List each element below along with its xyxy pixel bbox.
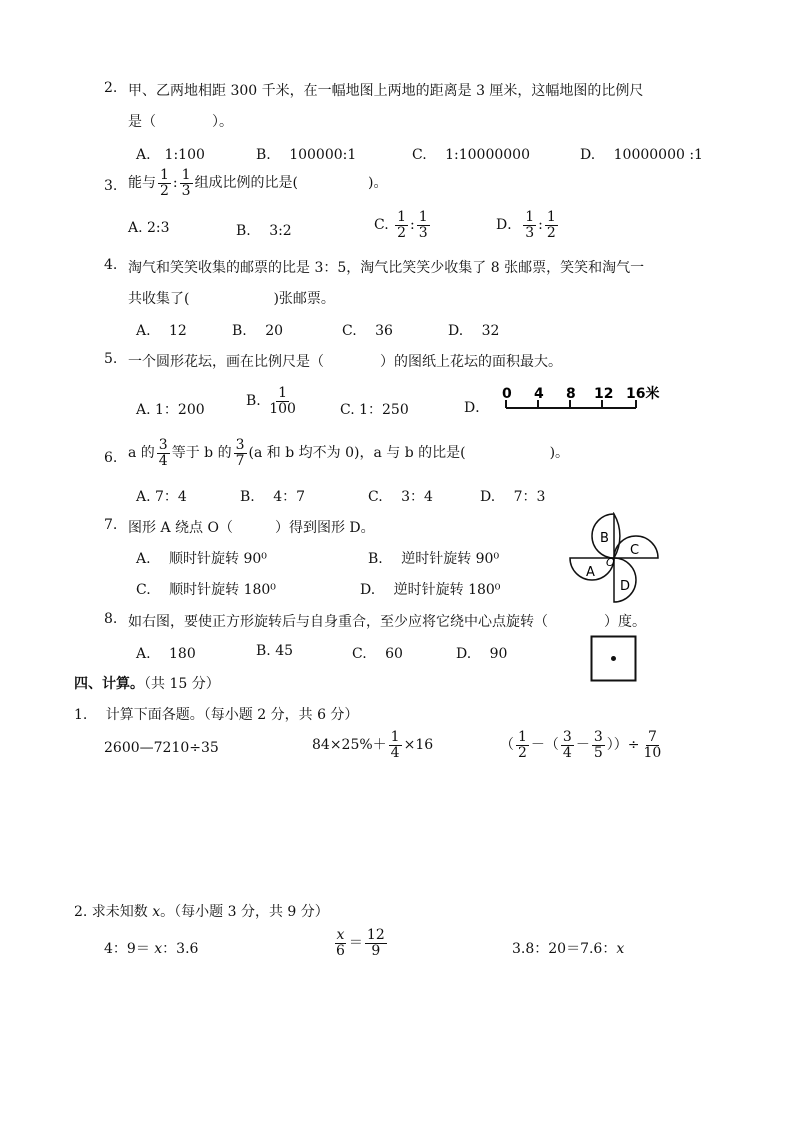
q7-number: 7. — [104, 517, 118, 533]
square-figure — [590, 635, 640, 685]
q6-option-a: A. 7：4 — [136, 489, 187, 505]
calc-1: 2600—7210÷35 — [104, 740, 219, 756]
label-o: O — [606, 556, 615, 569]
q2-option-b: B. 100000:1 — [256, 147, 357, 163]
q2-option-c: C. 1:10000000 — [412, 147, 530, 163]
q5-option-c: C. 1：250 — [340, 402, 409, 418]
q3-stem: 能与 $\frac{1}{2}$ : $\frac{1}{3}$ 组成比例的比是( )。 — [128, 167, 388, 199]
q5-option-b: B. $\frac{1}{100}$ — [246, 385, 296, 417]
q4-option-b: B. 20 — [232, 323, 284, 339]
q4-text-line1: 淘气和笑笑收集的邮票的比是 3：5，淘气比笑笑少收集了 8 张邮票，笑笑和淘气一 — [128, 260, 645, 276]
q6-option-d: D. 7：3 — [480, 489, 546, 505]
label-c: C — [630, 543, 640, 558]
equation-3: 3.8：20＝7.6：x — [512, 941, 625, 957]
label-b: B — [600, 531, 609, 546]
scale-label-8: 8 — [566, 386, 576, 402]
scale-label-4: 4 — [534, 386, 544, 402]
square-center-dot — [611, 656, 616, 661]
q4-option-d: D. 32 — [448, 323, 500, 339]
q2-option-d: D. 10000000 :1 — [580, 147, 703, 163]
q8-number: 8. — [104, 611, 118, 627]
section4-part1-title: 1. 计算下面各题。（每小题 2 分，共 6 分） — [74, 707, 359, 723]
section4-part2-title: 2. 求未知数 x。（每小题 3 分，共 9 分） — [74, 904, 329, 920]
q2-text-line1: 甲、乙两地相距 300 千米，在一幅地图上两地的距离是 3 厘米，这幅地图的比例尺 — [128, 83, 644, 99]
q8-option-a: A. 180 — [136, 646, 196, 662]
scale-label-16: 16米 — [626, 386, 660, 402]
q6-number: 6. — [104, 450, 118, 466]
q8-text-line1: 如右图，要使正方形旋转后与自身重合，至少应将它绕中心点旋转（ ）度。 — [128, 614, 646, 630]
q5-option-a: A. 1：200 — [136, 402, 205, 418]
equation-2: $\frac{x}{6}$ ＝ $\frac{12}{9}$ — [336, 927, 385, 959]
q2-option-a: A. 1:100 — [136, 147, 205, 163]
q3-option-a: A. 2:3 — [128, 220, 170, 236]
q8-option-b: B. 45 — [256, 643, 294, 659]
section4-title: 四、计算。（共 15 分） — [74, 676, 220, 692]
q7-option-a: A. 顺时针旋转 90⁰ — [136, 551, 267, 567]
q3-option-b: B. 3:2 — [236, 223, 292, 239]
q8-option-d: D. 90 — [456, 646, 508, 662]
calc-2: 84×25%＋ $\frac{1}{4}$ ×16 — [312, 729, 434, 761]
calc-3: （ $\frac{1}{2}$ －（ $\frac{3}{4}$ － $\frac{3}{5}$ ））÷ $\frac{7}{10}$ — [500, 729, 662, 761]
label-a: A — [586, 565, 595, 580]
q6-stem: a 的 $\frac{3}{4}$ 等于 b 的 $\frac{3}{7}$ (a 和 b 均不为 0)，a 与 b 的比是( )。 — [128, 437, 570, 469]
q7-option-b: B. 逆时针旋转 90⁰ — [368, 551, 500, 567]
q7-text-line1: 图形 A 绕点 O（ ）得到图形 D。 — [128, 520, 375, 536]
q4-option-c: C. 36 — [342, 323, 393, 339]
q8-option-c: C. 60 — [352, 646, 403, 662]
label-d: D — [620, 579, 631, 594]
equation-1: 4：9＝ x：3.6 — [104, 941, 199, 957]
q4-text-line2: 共收集了( )张邮票。 — [128, 291, 335, 307]
q2-text-line2: 是（ ）。 — [128, 114, 233, 130]
q3-number: 3. — [104, 178, 118, 194]
pinwheel-figure — [566, 512, 666, 604]
q6-option-c: C. 3：4 — [368, 489, 433, 505]
q6-option-b: B. 4：7 — [240, 489, 306, 505]
scale-label-12: 12 — [594, 386, 614, 402]
scale-ruler — [494, 382, 674, 416]
q2-number: 2. — [104, 80, 118, 96]
q3-option-c: C. $\frac{1}{2}$ : $\frac{1}{3}$ — [374, 209, 428, 241]
q3-option-d: D． $\frac{1}{3}$ : $\frac{1}{2}$ — [496, 209, 556, 241]
q4-option-a: A. 12 — [136, 323, 187, 339]
q7-option-d: D. 逆时针旋转 180⁰ — [360, 582, 501, 598]
q5-number: 5. — [104, 351, 118, 367]
q7-option-c: C. 顺时针旋转 180⁰ — [136, 582, 276, 598]
q5-option-d: D． — [464, 400, 490, 416]
q5-text-line1: 一个圆形花坛，画在比例尺是（ ）的图纸上花坛的面积最大。 — [128, 354, 562, 370]
scale-label-0: 0 — [502, 386, 512, 402]
q4-number: 4. — [104, 257, 118, 273]
